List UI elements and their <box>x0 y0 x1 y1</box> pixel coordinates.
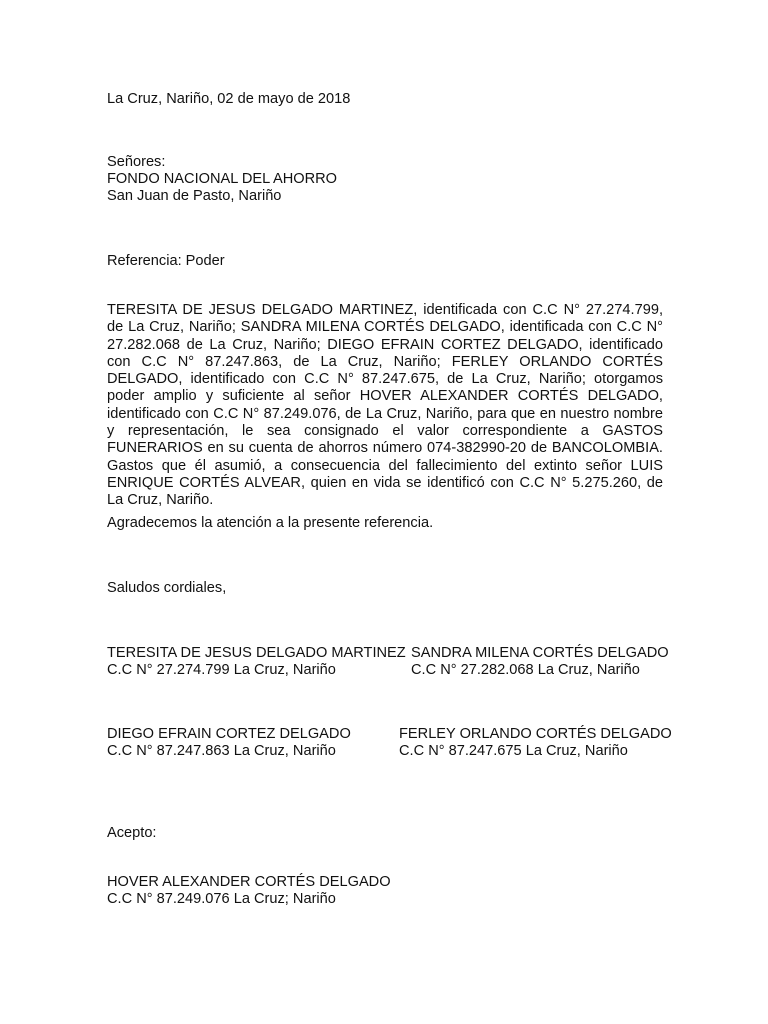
signatory-id: C.C N° 87.247.863 La Cruz, Nariño <box>107 743 336 759</box>
thanks-line: Agradecemos la atención a la presente referencia. <box>107 515 434 531</box>
signatory-id: C.C N° 27.274.799 La Cruz, Nariño <box>107 662 336 678</box>
recipient-organization: FONDO NACIONAL DEL AHORRO <box>107 171 338 187</box>
signatory-block <box>399 726 672 760</box>
signatory-name: DIEGO EFRAIN CORTEZ DELGADO <box>107 726 351 742</box>
acceptance-name: HOVER ALEXANDER CORTÉS DELGADO <box>107 874 391 890</box>
acceptance-label: Acepto: <box>107 825 157 841</box>
signatory-name: SANDRA MILENA CORTÉS DELGADO <box>411 645 669 661</box>
acceptance-block <box>107 874 391 908</box>
signatory-name: TERESITA DE JESUS DELGADO MARTINEZ <box>107 645 406 661</box>
recipient-salutation: Señores: <box>107 154 166 170</box>
closing-line: Saludos cordiales, <box>107 580 227 596</box>
signatory-name: FERLEY ORLANDO CORTÉS DELGADO <box>399 726 672 742</box>
acceptance-id: C.C N° 87.249.076 La Cruz; Nariño <box>107 891 336 907</box>
place-date: La Cruz, Nariño, 02 de mayo de 2018 <box>107 91 351 107</box>
body-paragraph: TERESITA DE JESUS DELGADO MARTINEZ, identificada con C.C N° 27.274.799, de La Cruz, Nariño; SANDRA MILENA CORTÉS DELGADO, identificada con C.C N° 27.282.068 de La Cruz, Nariño; DIEGO EFRAIN CORTEZ DELGADO, identificado con C.C N° 87.247.863, de La Cruz, Nariño; FERLEY ORLANDO CORTÉS DELGADO, identificado con C.C N° 87.247.675, de La Cruz, Nariño; otorgamos poder amplio y suficiente al señor HOVER ALEXANDER CORTÉS DELGADO, identificado con C.C N° 87.249.076, de La Cruz, Nariño, para que en nuestro nombre y representación, le sea consignado el valor correspondiente a GASTOS FUNERARIOS en su cuenta de ahorros número 074-382990-20 de BANCOLOMBIA. Gastos que él asumió, a consecuencia del fallecimiento del extinto señor LUIS ENRIQUE CORTÉS ALVEAR, quien en vida se identificó con C.C N° 5.275.260, de La Cruz, Nariño. <box>107 302 663 509</box>
signatory-block <box>107 726 351 760</box>
signatory-block <box>107 645 406 679</box>
recipient-city: San Juan de Pasto, Nariño <box>107 188 282 204</box>
signatory-id: C.C N° 87.247.675 La Cruz, Nariño <box>399 743 628 759</box>
signatory-block <box>411 645 669 679</box>
signatory-id: C.C N° 27.282.068 La Cruz, Nariño <box>411 662 640 678</box>
reference-line: Referencia: Poder <box>107 253 225 269</box>
